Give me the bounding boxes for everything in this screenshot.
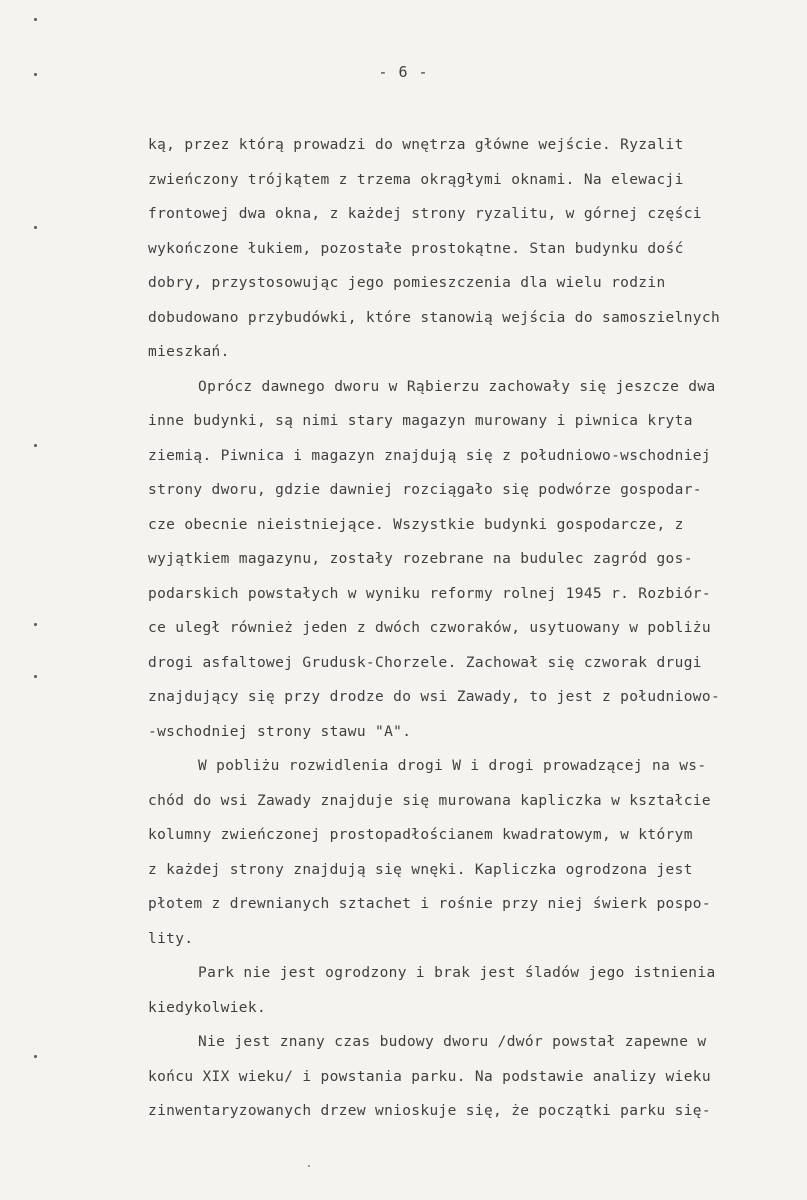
text-line: ką, przez którą prowadzi do wnętrza główne wejście. Ryzalit — [148, 137, 684, 153]
text-line: dobry, przystosowując jego pomieszczenia dla wielu rodzin — [148, 275, 666, 291]
paragraph — [148, 749, 788, 956]
text-line: -wschodniej strony stawu "A". — [148, 723, 412, 740]
text-line: zwieńczony trójkątem z trzema okrągłymi oknami. Na elewacji — [148, 171, 684, 188]
text-line: drogi asfaltowej Grudusk-Chorzele. Zachował się czworak drugi — [148, 654, 702, 671]
margin-mark — [34, 226, 37, 229]
text-line: znajdujący się przy drodze do wsi Zawady, to jest z południowo- — [148, 689, 721, 705]
text-line: cze obecnie nieistniejące. Wszystkie budynki gospodarcze, z — [148, 516, 684, 533]
paragraph — [148, 1025, 788, 1129]
text-line: ce uległ również jeden z dwóch czworaków, usytuowany w pobliżu — [148, 620, 711, 636]
text-line: Park nie jest ogrodzony i brak jest śladów jego istnienia — [198, 965, 716, 981]
margin-mark — [34, 18, 37, 21]
text-line: lity. — [148, 930, 194, 947]
text-line: W pobliżu rozwidlenia drogi W i drogi prowadzącej na ws- — [198, 758, 707, 774]
body-text — [148, 128, 788, 1129]
text-line: płotem z drewnianych sztachet i rośnie przy niej świerk pospo- — [148, 896, 711, 912]
text-line: inne budynki, są nimi stary magazyn murowany i piwnica kryta — [148, 413, 693, 429]
margin-mark — [34, 623, 37, 626]
paragraph — [148, 956, 788, 1025]
margin-mark — [34, 1055, 37, 1058]
text-line: chód do wsi Zawady znajduje się murowana kapliczka w kształcie — [148, 792, 711, 809]
text-line: Oprócz dawnego dworu w Rąbierzu zachowały się jeszcze dwa — [198, 378, 716, 395]
text-line: dobudowano przybudówki, które stanowią wejścia do samoszielnych — [148, 309, 721, 326]
text-line: końcu XIX wieku/ i powstania parku. Na podstawie analizy wieku — [148, 1068, 711, 1085]
paper-speck — [308, 1165, 310, 1167]
text-line: kolumny zwieńczonej prostopadłościanem kwadratowym, w którym — [148, 827, 693, 843]
text-line: mieszkań. — [148, 344, 230, 360]
text-line: ziemią. Piwnica i magazyn znajdują się z południowo-wschodniej — [148, 447, 711, 464]
page-number: - 6 - — [378, 63, 429, 81]
text-line: Nie jest znany czas budowy dworu /dwór powstał zapewne w — [198, 1034, 707, 1050]
text-line: z każdej strony znajdują się wnęki. Kapliczka ogrodzona jest — [148, 861, 693, 878]
text-line: podarskich powstałych w wyniku reformy rolnej 1945 r. Rozbiór- — [148, 585, 711, 602]
text-line: strony dworu, gdzie dawniej rozciągało się podwórze gospodar- — [148, 482, 702, 498]
margin-mark — [34, 444, 37, 447]
text-line: frontowej dwa okna, z każdej strony ryzalitu, w górnej części — [148, 206, 702, 222]
text-line: wykończone łukiem, pozostałe prostokątne. Stan budynku dość — [148, 240, 684, 257]
text-line: wyjątkiem magazynu, zostały rozebrane na budulec zagród gos- — [148, 551, 693, 567]
text-line: zinwentaryzowanych drzew wnioskuje się, że początki parku się- — [148, 1103, 711, 1119]
margin-mark — [34, 675, 37, 678]
paragraph — [148, 128, 788, 370]
text-line: kiedykolwiek. — [148, 999, 267, 1016]
paragraph — [148, 370, 788, 750]
